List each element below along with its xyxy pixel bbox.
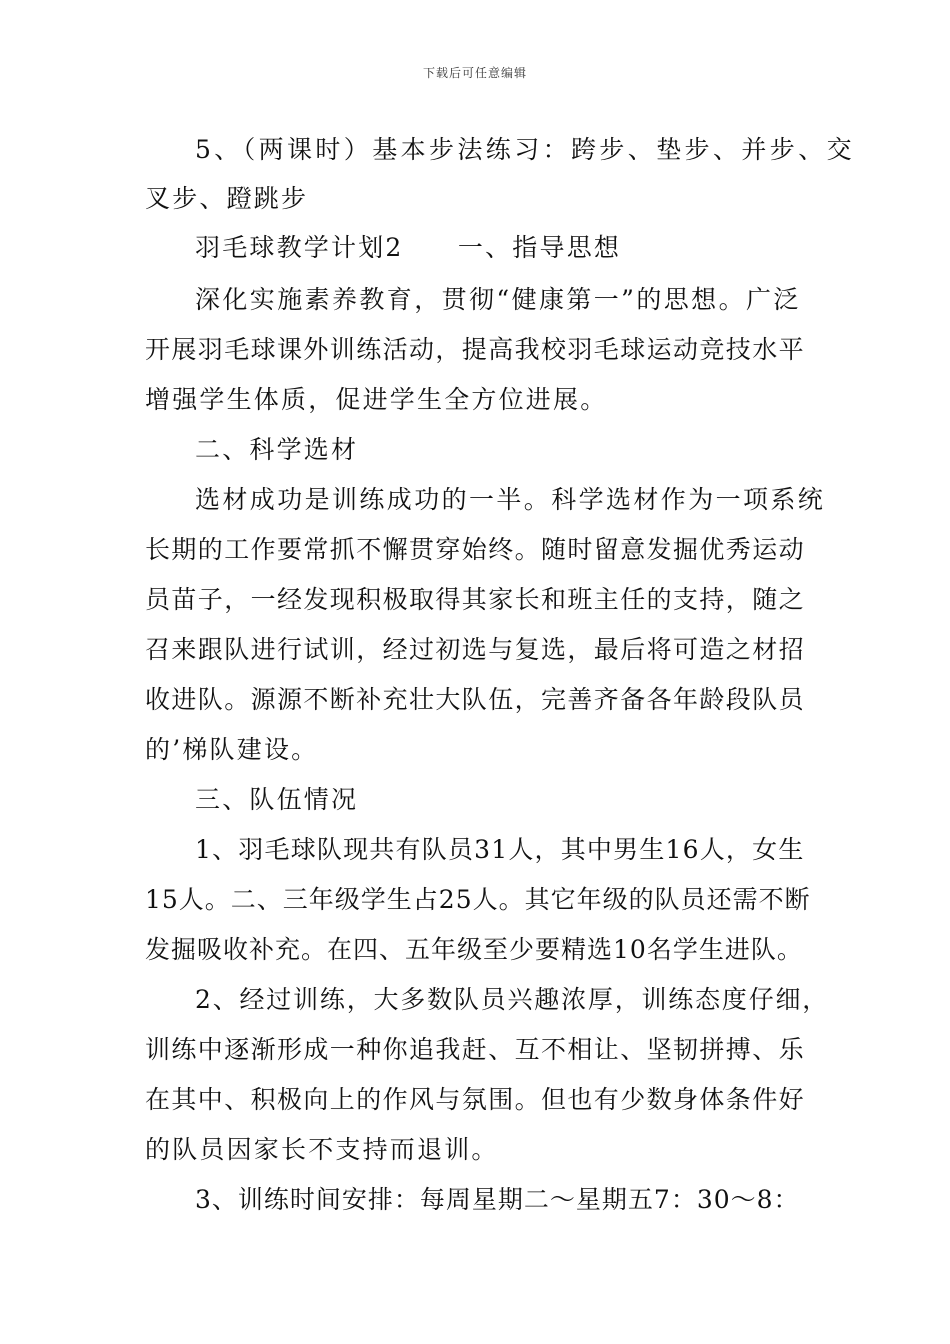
body-line: 3、训练时间安排：每周星期二～星期五7：30～8：	[195, 1185, 800, 1214]
body-line: 15人。二、三年级学生占25人。其它年级的队员还需不断	[145, 885, 811, 914]
body-line: 员苗子，一经发现积极取得其家长和班主任的支持，随之	[145, 585, 806, 614]
body-line: 选材成功是训练成功的一半。科学选材作为一项系统	[195, 485, 826, 514]
body-line: 的队员因家长不支持而退训。	[145, 1135, 499, 1164]
section-heading: 三、队伍情况	[195, 785, 359, 814]
body-line: 收进队。源源不断补充壮大队伍，完善齐备各年龄段队员	[145, 685, 806, 714]
section-line: 羽毛球教学计划2 一、指导思想	[195, 233, 622, 262]
body-line: 叉步、蹬跳步	[145, 184, 309, 213]
body-line: 开展羽毛球课外训练活动，提高我校羽毛球运动竞技水平	[145, 335, 806, 364]
body-line: 长期的工作要常抓不懈贯穿始终。随时留意发掘优秀运动	[145, 535, 806, 564]
body-line: 发掘吸收补充。在四、五年级至少要精选10名学生进队。	[145, 935, 803, 964]
body-line: 训练中逐渐形成一种你追我赶、互不相让、坚韧拼搏、乐	[145, 1035, 806, 1064]
body-line: 2、经过训练，大多数队员兴趣浓厚，训练态度仔细，	[195, 985, 830, 1014]
body-line: 在其中、积极向上的作风与氛围。但也有少数身体条件好	[145, 1085, 806, 1114]
body-line: 5、（两课时）基本步法练习：跨步、垫步、并步、交	[195, 135, 856, 164]
body-line: 召来跟队进行试训，经过初选与复选，最后将可造之材招	[145, 635, 806, 664]
page-header: 下载后可任意编辑	[422, 66, 527, 80]
body-line: 1、羽毛球队现共有队员31人，其中男生16人，女生	[195, 835, 805, 864]
body-line: 增强学生体质，促进学生全方位进展。	[145, 385, 608, 414]
body-line: 深化实施素养教育，贯彻“健康第一”的思想。广泛	[195, 285, 801, 314]
section-heading: 二、科学选材	[195, 435, 359, 464]
body-line: 的’梯队建设。	[145, 735, 319, 764]
